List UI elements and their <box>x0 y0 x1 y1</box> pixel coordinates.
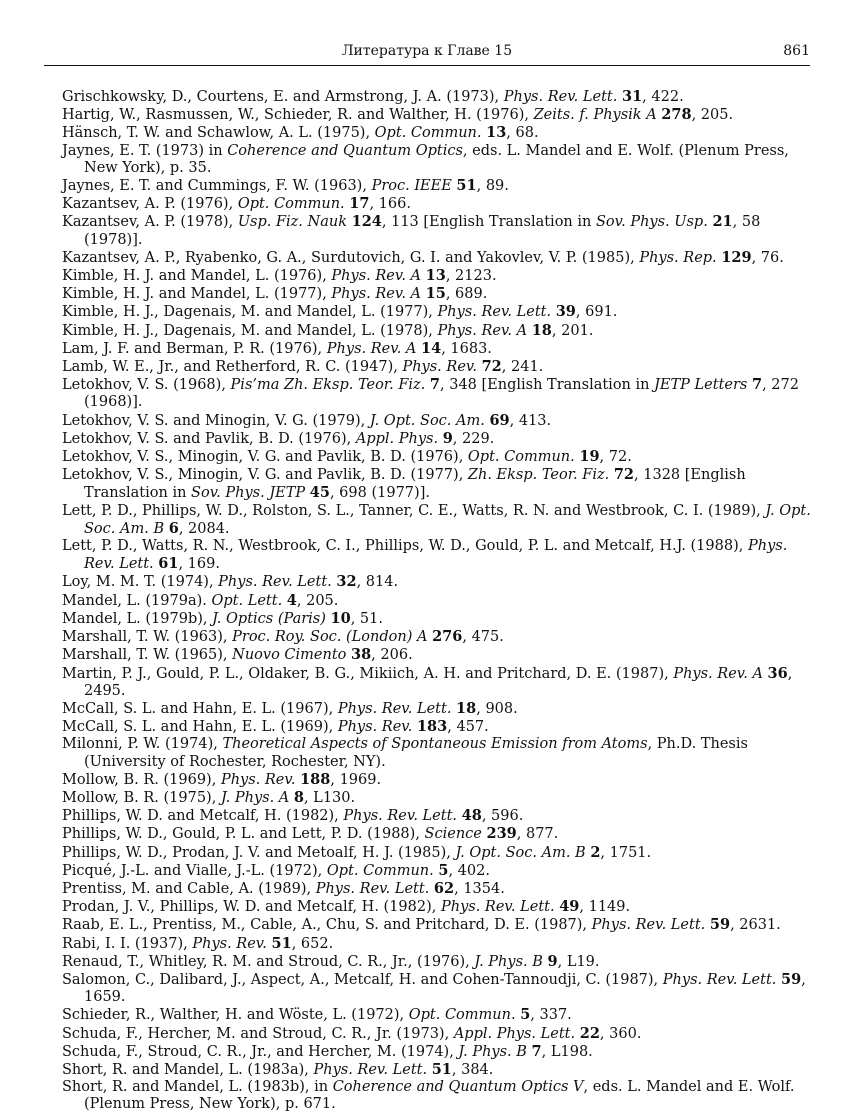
reference-text: McCall, S. L. and Hahn, E. L. (1969), <box>62 719 338 736</box>
reference-journal: Phys. Rev. Lett. <box>218 574 332 591</box>
reference-text: Kazantsev, A. P., Ryabenko, G. A., Surdutovich, G. I. and Yakovlev, V. P. (1985), <box>62 249 640 266</box>
reference-text: , eds. L. Mandel and E. Wolf. (Plenum Press, New York), p. 671. <box>84 1079 795 1113</box>
reference-entry <box>62 898 812 916</box>
reference-entry <box>62 880 812 898</box>
reference-volume: 72 <box>481 358 502 376</box>
reference-volume: 36 <box>767 664 788 682</box>
reference-volume: 9 <box>442 429 453 447</box>
reference-entry <box>62 718 812 736</box>
reference-text: Hartig, W., Rasmussen, W., Schieder, R. and Walther, H. (1976), <box>62 107 534 124</box>
reference-text: , 698 (1977)]. <box>329 485 430 502</box>
reference-text: , 166. <box>369 196 411 213</box>
reference-text: Lamb, W. E., Jr., and Retherford, R. C. (1947), <box>62 359 403 376</box>
reference-text: Letokhov, V. S. (1968), <box>62 377 231 394</box>
reference-volume: 21 <box>712 213 733 231</box>
reference-journal: Phys. Rep. <box>639 249 717 266</box>
reference-volume: 51 <box>431 1060 452 1078</box>
reference-entry <box>62 124 812 142</box>
reference-entry <box>62 862 812 880</box>
reference-text: , 2123. <box>445 268 497 285</box>
reference-journal: Usp. Fiz. Nauk <box>237 214 347 231</box>
reference-volume: 17 <box>349 195 370 213</box>
reference-text: , L130. <box>303 789 356 806</box>
reference-text: , 206. <box>371 647 413 664</box>
reference-entry <box>62 88 812 106</box>
reference-text: , 1328 [English Translation in <box>84 467 746 502</box>
reference-journal: Zeits. f. Physik A <box>533 107 657 124</box>
reference-volume: 59 <box>781 970 802 988</box>
reference-entry <box>62 825 812 843</box>
reference-text: , 596. <box>481 808 524 825</box>
reference-volume: 2 <box>590 843 601 861</box>
reference-text: Schuda, F., Stroud, C. R., Jr., and Hercher, M. (1974), <box>62 1043 459 1060</box>
reference-journal: Opt. Lett. <box>211 592 283 609</box>
reference-text: Milonni, P. W. (1974), <box>62 736 223 753</box>
reference-journal: Phys. Rev. Lett. <box>437 304 552 321</box>
reference-journal: Phys. Rev. A <box>331 268 422 285</box>
reference-entry <box>62 358 812 376</box>
reference-journal: Phys. Rev. <box>192 935 267 952</box>
reference-text: , 908. <box>476 700 518 717</box>
reference-text: Hänsch, T. W. and Schawlow, A. L. (1975), <box>62 125 375 142</box>
reference-entry <box>62 916 812 934</box>
reference-volume: 14 <box>421 339 442 357</box>
running-head-title: Литература к Главе 15 <box>341 43 513 59</box>
reference-entry <box>62 700 812 718</box>
reference-journal: Phys. Rev. Lett. <box>343 808 458 825</box>
reference-text: , 475. <box>462 629 504 646</box>
reference-journal: Phys. Rev. Lett. <box>440 899 555 916</box>
reference-entry <box>62 789 812 807</box>
reference-text: , L198. <box>541 1043 593 1060</box>
reference-text: , Ph.D. Thesis (University of Rochester, Rochester, NY). <box>84 736 748 770</box>
reference-text: Raab, E. L., Prentiss, M., Cable, A., Chu, S. and Pritchard, D. E. (1987), <box>62 917 592 934</box>
reference-volume: 48 <box>461 807 482 825</box>
reference-journal: Phys. Rev. A <box>331 286 422 303</box>
reference-text: Lett, P. D., Phillips, W. D., Rolston, S. L., Tanner, C. E., Watts, R. N. and Westbrook, C. I. (1989), <box>62 502 766 519</box>
reference-entry <box>62 376 812 411</box>
reference-journal: Phys. Rev. A <box>326 340 417 357</box>
reference-journal: Phys. Rev. Lett. <box>503 89 618 105</box>
reference-text: Renaud, T., Whitley, R. M. and Stroud, C. R., Jr., (1976), <box>62 953 475 970</box>
reference-text: , 76. <box>751 249 784 266</box>
reference-journal: Proc. Roy. Soc. (London) A <box>232 629 428 646</box>
reference-text: Kazantsev, A. P. (1976), <box>62 196 238 213</box>
reference-journal: Phys. Rev. A <box>673 665 763 682</box>
reference-journal: Opt. Commun. <box>408 1007 516 1024</box>
reference-text: Mollow, B. R. (1975), <box>62 789 221 806</box>
reference-text: Letokhov, V. S., Minogin, V. G. and Pavlik, B. D. (1976), <box>62 449 468 466</box>
reference-text: , 58 (1978)]. <box>84 214 761 248</box>
reference-volume: 51 <box>271 934 292 952</box>
reference-text: , 422. <box>642 89 684 105</box>
reference-text: , 413. <box>509 412 552 429</box>
reference-entry <box>62 195 812 213</box>
reference-text: , 691. <box>575 304 618 321</box>
reference-entry <box>62 592 812 610</box>
reference-text: McCall, S. L. and Hahn, E. L. (1967), <box>62 700 338 717</box>
reference-volume: 276 <box>432 628 463 646</box>
reference-volume: 15 <box>425 285 446 303</box>
reference-volume: 4 <box>286 591 297 609</box>
reference-journal: J. Opt. Soc. Am. B <box>455 844 586 861</box>
reference-entry <box>62 466 812 502</box>
reference-text: Letokhov, V. S. and Minogin, V. G. (1979), <box>62 412 370 429</box>
reference-volume: 5 <box>438 861 449 879</box>
reference-journal: Phys. Rev. <box>337 719 413 736</box>
reference-text: Kimble, H. J., Dagenais, M. and Mandel, L. (1977), <box>62 304 438 321</box>
reference-volume: 31 <box>621 88 643 105</box>
reference-entry <box>62 340 812 358</box>
reference-volume: 45 <box>309 484 330 502</box>
reference-text: Marshall, T. W. (1965), <box>62 647 233 664</box>
reference-text: Letokhov, V. S. and Pavlik, B. D. (1976), <box>62 430 356 447</box>
reference-journal: Sov. Phys. Usp. <box>595 214 708 231</box>
reference-volume: 9 <box>547 952 558 970</box>
reference-entry <box>62 628 812 646</box>
reference-volume: 38 <box>350 646 372 664</box>
reference-journal: Coherence and Quantum Optics V <box>332 1079 584 1096</box>
reference-journal: Phys. Rev. <box>220 771 296 788</box>
reference-text: Prodan, J. V., Phillips, W. D. and Metcalf, H. (1982), <box>62 899 441 916</box>
reference-text: , 272 (1968)]. <box>84 377 799 411</box>
reference-text: Jaynes, E. T. and Cummings, F. W. (1963), <box>62 178 372 195</box>
reference-journal: Opt. Commun. <box>326 862 434 879</box>
reference-text: Phillips, W. D. and Metcalf, H. (1982), <box>62 808 344 825</box>
reference-text: , 229. <box>452 430 495 447</box>
page-number: 861 <box>783 43 810 59</box>
reference-entry <box>62 736 812 770</box>
reference-entry <box>62 143 812 177</box>
reference-text: , 169. <box>178 556 220 573</box>
reference-text: Kazantsev, A. P. (1978), <box>62 214 238 231</box>
reference-text: , 241. <box>501 359 544 376</box>
reference-journal: J. Phys. A <box>220 789 290 806</box>
reference-journal: Phys. Rev. Lett. <box>591 917 706 934</box>
reference-journal: Phys. Rev. Lett. <box>313 1061 428 1078</box>
reference-journal: J. Phys. B <box>474 953 543 970</box>
reference-entry <box>62 213 812 248</box>
reference-journal: Phys. Rev. Lett. <box>84 538 788 573</box>
reference-text: , 1683. <box>441 340 492 357</box>
reference-text: , 51. <box>350 610 383 627</box>
reference-text: Martin, P. J., Gould, P. L., Oldaker, B. G., Mikiich, A. H. and Pritchard, D. E. (1987), <box>62 665 674 682</box>
reference-text: , 201. <box>551 322 594 339</box>
reference-text: , 652. <box>291 935 334 952</box>
reference-text: , 72. <box>599 449 632 466</box>
reference-entry <box>62 1079 812 1113</box>
reference-journal: J. Phys. B <box>458 1043 527 1060</box>
reference-entry <box>62 935 812 953</box>
reference-volume: 69 <box>489 411 510 429</box>
reference-journal: Phys. Rev. Lett. <box>315 880 430 897</box>
reference-volume: 51 <box>456 177 477 195</box>
reference-text: Loy, M. M. T. (1974), <box>62 574 219 591</box>
reference-text: , 205. <box>296 592 339 609</box>
reference-volume: 19 <box>579 448 600 466</box>
reference-volume: 72 <box>613 466 635 484</box>
reference-text: Lett, P. D., Watts, R. N., Westbrook, C. I., Phillips, W. D., Gould, P. L. and Metcalf, H.J. (1988), <box>62 538 748 555</box>
reference-entry <box>62 430 812 448</box>
reference-volume: 129 <box>721 248 752 266</box>
reference-entry <box>62 538 812 573</box>
reference-volume: 8 <box>293 788 304 806</box>
reference-entry <box>62 807 812 825</box>
reference-entry <box>62 1006 812 1024</box>
reference-text: Kimble, H. J., Dagenais, M. and Mandel, L. (1978), <box>62 322 438 339</box>
reference-entry <box>62 646 812 664</box>
reference-journal: J. Opt. Soc. Am. <box>369 412 485 429</box>
reference-text: , 1659. <box>84 971 806 1006</box>
reference-journal: Phys. Rev. A <box>437 322 528 339</box>
reference-text: , 360. <box>599 1025 642 1042</box>
reference-journal: Appl. Phys. <box>355 430 439 447</box>
header-rule <box>44 65 810 66</box>
reference-text: , 337. <box>530 1007 572 1024</box>
reference-volume: 7 <box>751 376 763 394</box>
reference-volume: 49 <box>559 898 580 916</box>
reference-volume: 7 <box>429 376 441 394</box>
reference-entry <box>62 610 812 628</box>
reference-entry <box>62 1061 812 1079</box>
reference-text: , 1149. <box>579 899 631 916</box>
reference-volume: 188 <box>300 770 331 788</box>
reference-volume: 32 <box>336 573 357 591</box>
reference-text: Rabi, I. I. (1937), <box>62 935 193 952</box>
reference-entry <box>62 971 812 1006</box>
reference-entry <box>62 267 812 285</box>
reference-list <box>62 88 812 1114</box>
reference-entry <box>62 953 812 971</box>
reference-text: , 2631. <box>730 917 781 934</box>
reference-text: , 2084. <box>178 520 230 537</box>
reference-text: , 1751. <box>600 844 652 861</box>
reference-text: Grischkowsky, D., Courtens, E. and Armstrong, J. A. (1973), <box>62 89 504 105</box>
reference-entry <box>62 1025 812 1043</box>
reference-text: , L19. <box>557 953 600 970</box>
reference-journal: Science <box>424 826 482 843</box>
reference-volume: 10 <box>330 609 351 627</box>
reference-entry <box>62 303 812 321</box>
reference-volume: 22 <box>579 1024 600 1042</box>
reference-text: Salomon, C., Dalibard, J., Aspect, A., Metcalf, H. and Cohen-Tannoudji, C. (1987), <box>62 971 663 988</box>
reference-text: Kimble, H. J. and Mandel, L. (1977), <box>62 286 332 303</box>
reference-text: , 2495. <box>84 665 793 699</box>
reference-volume: 59 <box>709 916 731 934</box>
reference-text: Jaynes, E. T. (1973) in <box>62 142 228 159</box>
reference-text: , 113 [English Translation in <box>381 214 596 231</box>
reference-entry <box>62 249 812 267</box>
reference-entry <box>62 412 812 430</box>
reference-text: Mandel, L. (1979b), <box>62 610 213 627</box>
reference-entry <box>62 106 812 124</box>
reference-volume: 124 <box>351 213 382 231</box>
reference-volume: 278 <box>661 106 692 124</box>
reference-volume: 18 <box>531 321 552 339</box>
reference-journal: Opt. Commun. <box>467 449 575 466</box>
reference-journal: Phys. Rev. Lett. <box>662 971 777 988</box>
reference-volume: 39 <box>555 303 576 321</box>
reference-journal: JETP Letters <box>654 377 748 394</box>
reference-text: Marshall, T. W. (1963), <box>62 629 233 646</box>
reference-journal: Sov. Phys. JETP <box>191 485 306 502</box>
reference-volume: 13 <box>486 124 507 142</box>
reference-entry <box>62 665 812 700</box>
reference-entry <box>62 1043 812 1061</box>
reference-entry <box>62 771 812 789</box>
reference-entry <box>62 177 812 195</box>
reference-entry <box>62 322 812 340</box>
reference-text: , 205. <box>691 107 734 124</box>
reference-journal: Theoretical Aspects of Spontaneous Emission from Atoms <box>222 736 648 753</box>
reference-text: Lam, J. F. and Berman, P. R. (1976), <box>62 340 327 357</box>
reference-volume: 7 <box>531 1042 542 1060</box>
reference-volume: 61 <box>158 555 179 573</box>
reference-text: Short, R. and Mandel, L. (1983a), <box>62 1061 314 1078</box>
reference-text: , 877. <box>516 826 559 843</box>
reference-entry <box>62 285 812 303</box>
reference-text: , 1969. <box>330 771 382 788</box>
reference-journal: Proc. IEEE <box>371 178 452 195</box>
reference-text: Letokhov, V. S., Minogin, V. G. and Pavlik, B. D. (1977), <box>62 467 468 484</box>
reference-entry <box>62 573 812 591</box>
reference-journal: Phys. Rev. <box>402 359 477 376</box>
reference-entry <box>62 503 812 538</box>
reference-volume: 239 <box>486 825 517 843</box>
reference-journal: Opt. Commun. <box>237 196 345 213</box>
reference-journal: J. Opt. Soc. Am. B <box>84 502 811 537</box>
reference-journal: Nuovo Cimento <box>232 647 347 664</box>
reference-journal: Appl. Phys. Lett. <box>453 1025 576 1042</box>
reference-entry <box>62 844 812 862</box>
reference-text: Kimble, H. J. and Mandel, L. (1976), <box>62 268 332 285</box>
reference-text: Prentiss, M. and Cable, A. (1989), <box>62 880 316 897</box>
reference-text: , 68. <box>506 125 539 142</box>
reference-text: , 689. <box>445 286 488 303</box>
reference-journal: Opt. Commun. <box>374 125 482 142</box>
reference-text: , 457. <box>447 719 489 736</box>
reference-volume: 62 <box>433 879 455 897</box>
reference-journal: Coherence and Quantum Optics <box>227 142 463 159</box>
reference-text: Short, R. and Mandel, L. (1983b), in <box>62 1079 333 1096</box>
reference-text: Picqué, J.-L. and Vialle, J.-L. (1972), <box>62 862 327 879</box>
reference-text: Phillips, W. D., Prodan, J. V. and Metoalf, H. J. (1985), <box>62 844 456 861</box>
reference-text: Schieder, R., Walther, H. and Wöste, L. (1972), <box>62 1007 409 1024</box>
reference-volume: 5 <box>520 1006 531 1024</box>
reference-entry <box>62 448 812 466</box>
reference-text: Schuda, F., Hercher, M. and Stroud, C. R., Jr. (1973), <box>62 1025 454 1042</box>
reference-text: , 1354. <box>454 880 505 897</box>
reference-journal: Zh. Eksp. Teor. Fiz. <box>467 467 610 484</box>
reference-text: , 814. <box>356 574 399 591</box>
reference-text: Phillips, W. D., Gould, P. L. and Lett, P. D. (1988), <box>62 826 425 843</box>
reference-volume: 13 <box>425 267 446 285</box>
reference-journal: J. Optics (Paris) <box>212 610 326 627</box>
reference-text: , 348 [English Translation in <box>440 377 655 394</box>
reference-volume: 6 <box>168 519 179 537</box>
reference-text: , 89. <box>476 178 509 195</box>
reference-journal: Phys. Rev. Lett. <box>337 700 452 717</box>
reference-journal: Pis’ma Zh. Eksp. Teor. Fiz. <box>230 377 426 394</box>
reference-volume: 183 <box>416 718 448 736</box>
reference-text: , 384. <box>451 1061 494 1078</box>
reference-volume: 18 <box>456 699 477 717</box>
reference-text: , 402. <box>448 862 490 879</box>
reference-text: Mollow, B. R. (1969), <box>62 771 221 788</box>
reference-text: Mandel, L. (1979a). <box>62 592 212 609</box>
reference-text: , eds. L. Mandel and E. Wolf. (Plenum Press, New York), p. 35. <box>84 142 789 176</box>
